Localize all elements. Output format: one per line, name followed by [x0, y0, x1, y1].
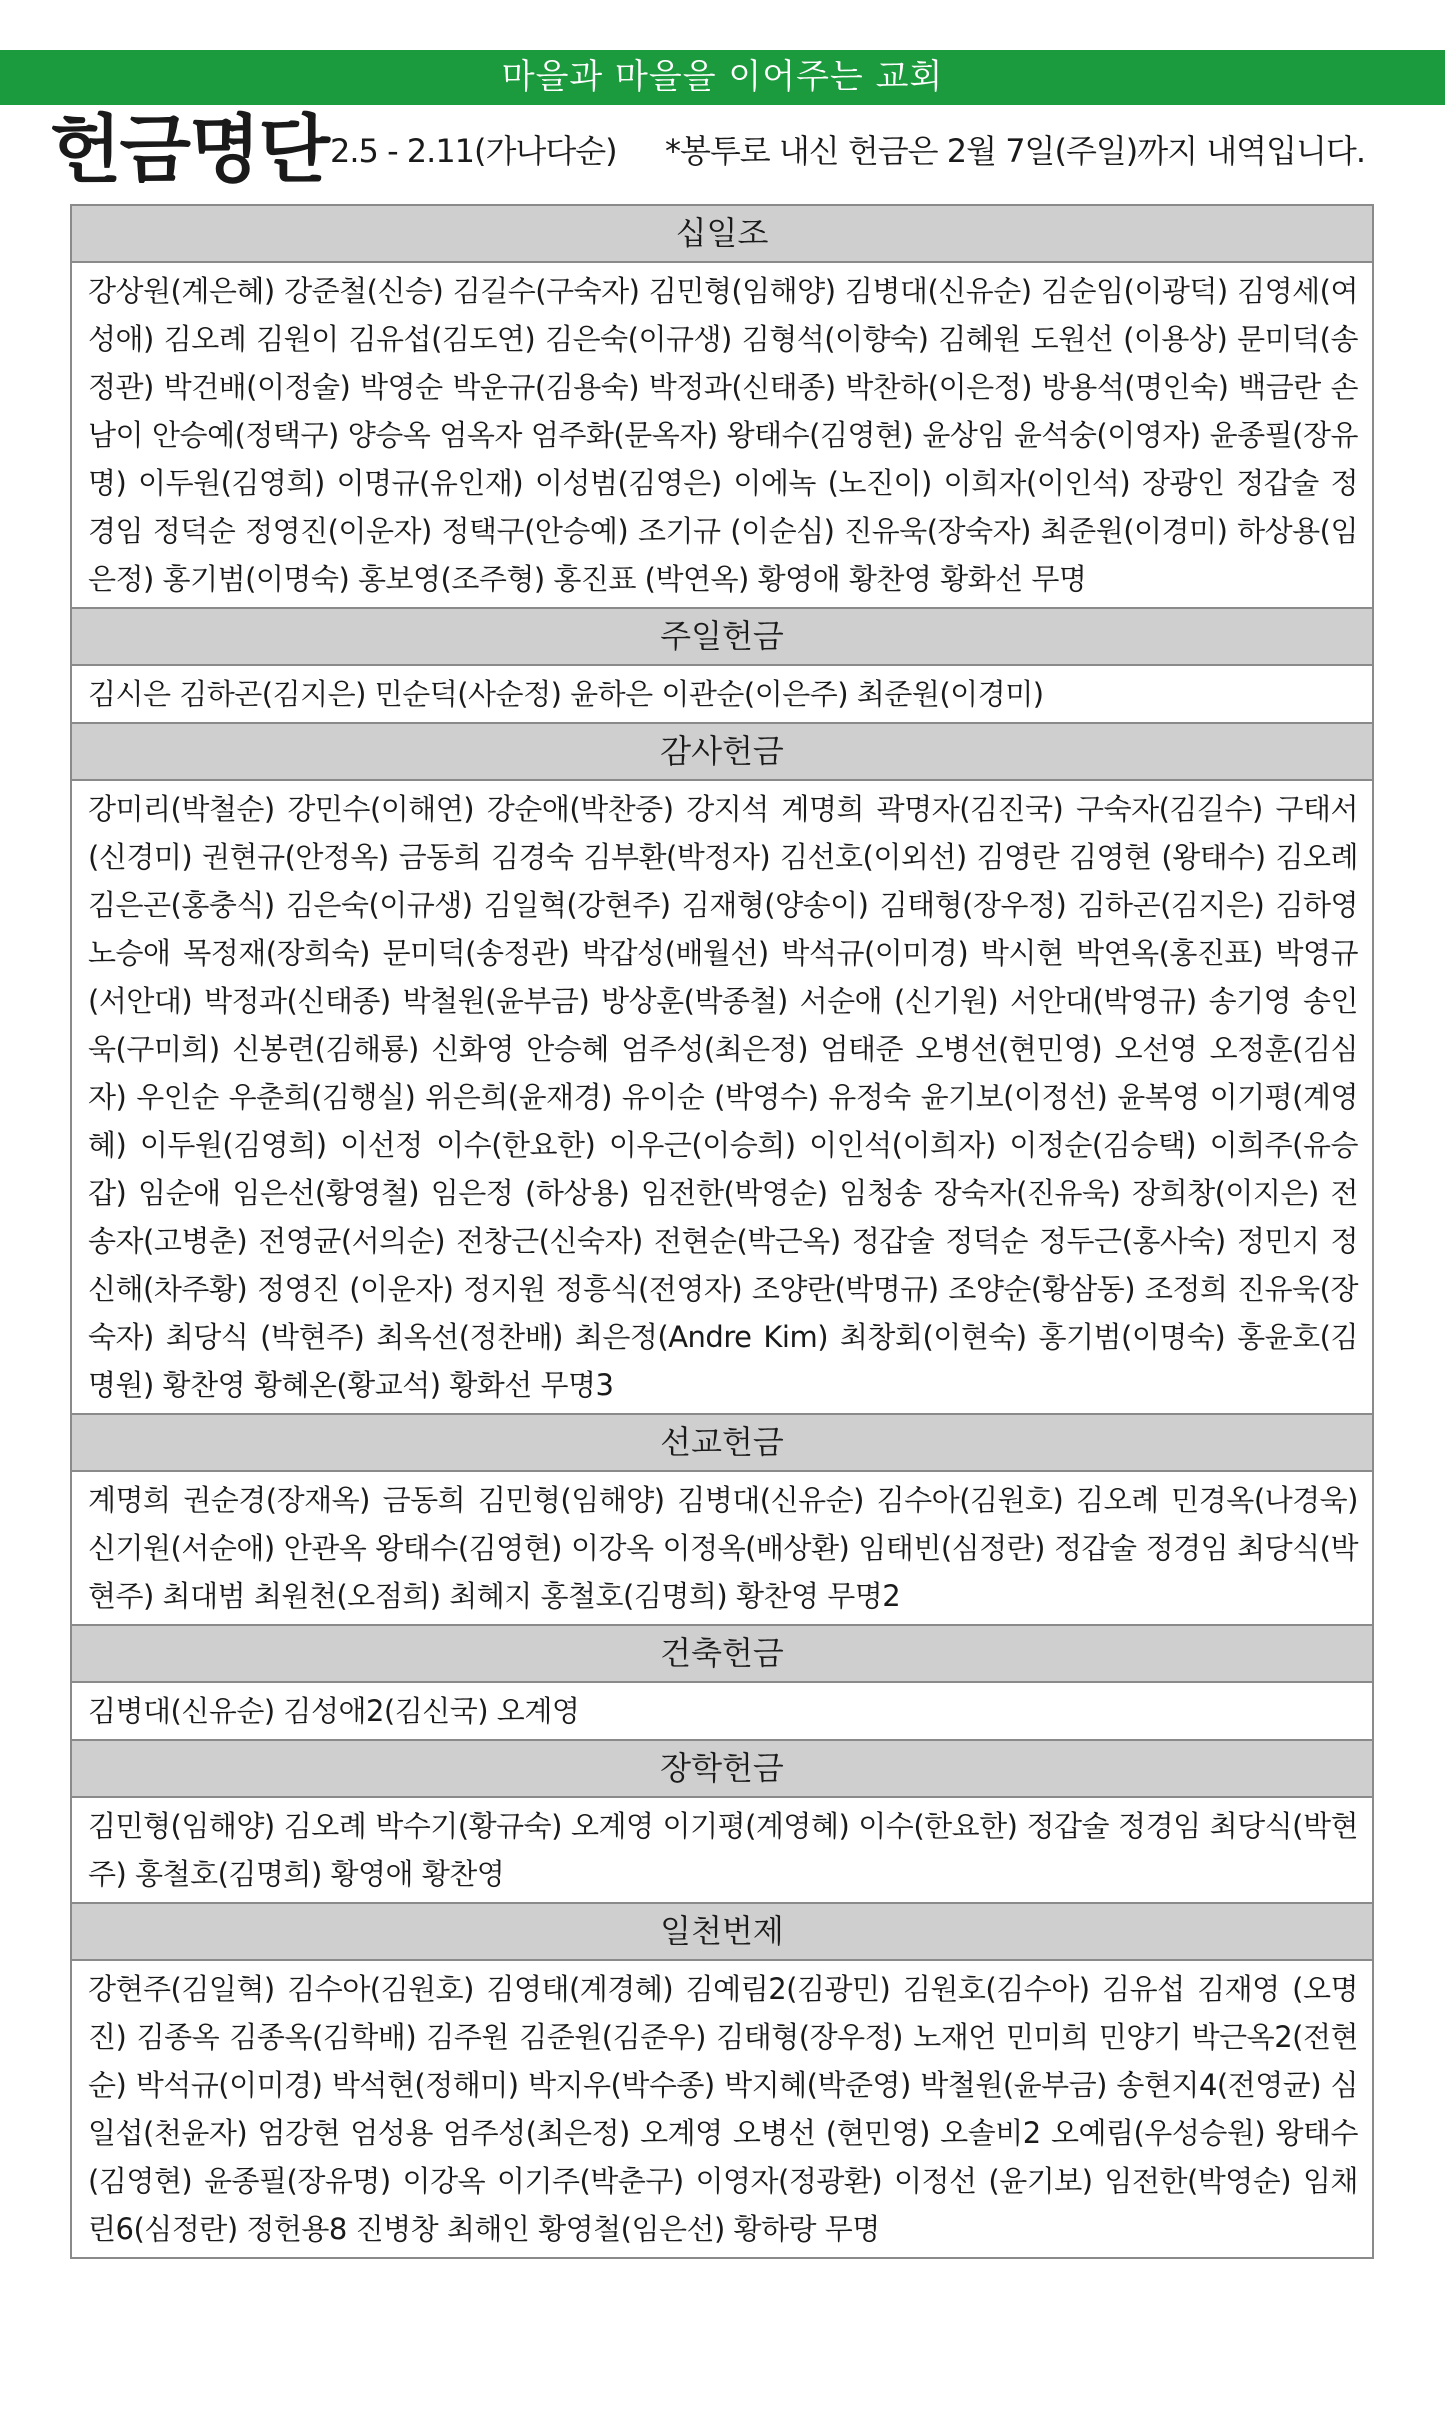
- section-title: 건축헌금: [72, 1626, 1372, 1683]
- notice-text: *봉투로 내신 헌금은 2월 7일(주일)까지 내역입니다.: [664, 132, 1365, 170]
- section-title: 주일헌금: [72, 609, 1372, 666]
- section-names: 강미리(박철순) 강민수(이해연) 강순애(박찬중) 강지석 계명희 곽명자(김진국) 구숙자(김길수) 구태서(신경미) 권현규(안정옥) 금동희 김경숙 김부환(박정자) 김선호(이외선) 김영란 김영현 (왕태수) 김오례 김은곤(홍충식) 김은숙(이규생) 김일혁(강현주) 김재형(양송이) 김태형(장우정) 김하곤(김지은) 김하영 노승애 목정재(장희숙) 문미덕(송정관) 박갑성(배월선) 박석규(이미경) 박시현 박연옥(홍진표) 박영규(서안대) 박정과(신태종) 박철원(윤부금) 방상훈(박종철) 서순애 (신기원) 서안대(박영규) 송기영 송인욱(구미희) 신봉련(김해룡) 신화영 안승혜 엄주성(최은정) 엄태준 오병선(현민영) 오선영 오정훈(김심자) 우인순 우춘희(김행실) 위은희(윤재경) 유이순 (박영수) 유정숙 윤기보(이정선) 윤복영 이기평(계영혜) 이두원(김영희) 이선정 이수(한요한) 이우근(이승희) 이인석(이희자) 이정순(김승택) 이희주(유승갑) 임순애 임은선(황영철) 임은정 (하상용) 임전한(박영순) 임청송 장숙자(진유욱) 장희창(이지은) 전송자(고병춘) 전영균(서의순) 전창근(신숙자) 전현순(박근옥) 정갑술 정덕순 정두근(홍사숙) 정민지 정신해(차주황) 정영진 (이운자) 정지원 정흥식(전영자) 조양란(박명규) 조양순(황삼동) 조정희 진유욱(장숙자) 최당식 (박현주) 최옥선(정찬배) 최은정(Andre Kim) 최창회(이현숙) 홍기범(이명숙) 홍윤호(김명원) 황찬영 황혜온(황교석) 황화선 무명3: [72, 781, 1372, 1415]
- banner-text: 마을과 마을을 이어주는 교회: [501, 57, 944, 97]
- section-title: 장학헌금: [72, 1741, 1372, 1798]
- section-names: 강현주(김일혁) 김수아(김원호) 김영태(계경혜) 김예림2(김광민) 김원호(김수아) 김유섭 김재영 (오명진) 김종옥 김종옥(김학배) 김주원 김준원(김준우) 김태형(장우정) 노재언 민미희 민양기 박근옥2(전현순) 박석규(이미경) 박석현(정해미) 박지우(박수종) 박지혜(박준영) 박철원(윤부금) 송현지4(전영균) 심일섭(천윤자) 엄강현 엄성용 엄주성(최은정) 오계영 오병선 (현민영) 오솔비2 오예림(우성승원) 왕태수(김영현) 윤종필(장유명) 이강옥 이기주(박춘구) 이영자(정광환) 이정선 (윤기보) 임전한(박영순) 임채린6(심정란) 정헌용8 진병창 최해인 황영철(임은선) 황하랑 무명: [88, 1972, 1358, 2246]
- section-mission: [72, 1415, 1372, 1626]
- section-title: 감사헌금: [72, 724, 1372, 781]
- section-tithe: [72, 206, 1372, 609]
- section-title: 일천번제: [72, 1904, 1372, 1961]
- section-names: 계명희 권순경(장재옥) 금동희 김민형(임해양) 김병대(신유순) 김수아(김원호) 김오례 민경옥(나경욱) 신기원(서순애) 안관옥 왕태수(김영현) 이강옥 이정옥(배상환) 임태빈(심정란) 정갑술 정경임 최당식(박현주) 최대범 최원천(오점희) 최혜지 홍철호(김명희) 황찬영 무명2: [72, 1472, 1372, 1626]
- section-title: 선교헌금: [72, 1415, 1372, 1472]
- section-scholarship: [72, 1741, 1372, 1904]
- page-title: 헌금명단: [50, 107, 328, 193]
- section-building: [72, 1626, 1372, 1741]
- section-title: 십일조: [72, 206, 1372, 263]
- header-banner: [0, 50, 1445, 105]
- section-names: 김민형(임해양) 김오례 박수기(황규숙) 오계영 이기평(계영혜) 이수(한요한) 정갑술 정경임 최당식(박현주) 홍철호(김명희) 황영애 황찬영: [72, 1798, 1372, 1904]
- section-names: 김병대(신유순) 김성애2(김신국) 오계영: [72, 1683, 1372, 1741]
- section-sunday-offering: [72, 609, 1372, 724]
- section-names: 김시은 김하곤(김지은) 민순덕(사순정) 윤하은 이관순(이은주) 최준원(이경미): [72, 666, 1372, 724]
- offering-table: [70, 204, 1374, 2259]
- section-names: 강상원(계은혜) 강준철(신승) 김길수(구숙자) 김민형(임해양) 김병대(신유순) 김순임(이광덕) 김영세(여성애) 김오례 김원이 김유섭(김도연) 김은숙(이규생) 김형석(이향숙) 김혜원 도원선 (이용상) 문미덕(송정관) 박건배(이정술) 박영순 박운규(김용숙) 박정과(신태종) 박찬하(이은정) 방용석(명인숙) 백금란 손남이 안승예(정택구) 양승옥 엄옥자 엄주화(문옥자) 왕태수(김영현) 윤상임 윤석숭(이영자) 윤종필(장유명) 이두원(김영희) 이명규(유인재) 이성범(김영은) 이에녹 (노진이) 이희자(이인석) 장광인 정갑술 정경임 정덕순 정영진(이운자) 정택구(안승예) 조기규 (이순심) 진유욱(장숙자) 최준원(이경미) 하상용(임은정) 홍기범(이명숙) 홍보영(조주형) 홍진표 (박연옥) 황영애 황찬영 황화선 무명: [72, 263, 1372, 609]
- title-row: [0, 105, 1445, 195]
- section-thousand-offering: [72, 1904, 1372, 2257]
- date-range: 2.5 - 2.11(가나다순): [330, 132, 617, 170]
- section-thanksgiving: [72, 724, 1372, 1415]
